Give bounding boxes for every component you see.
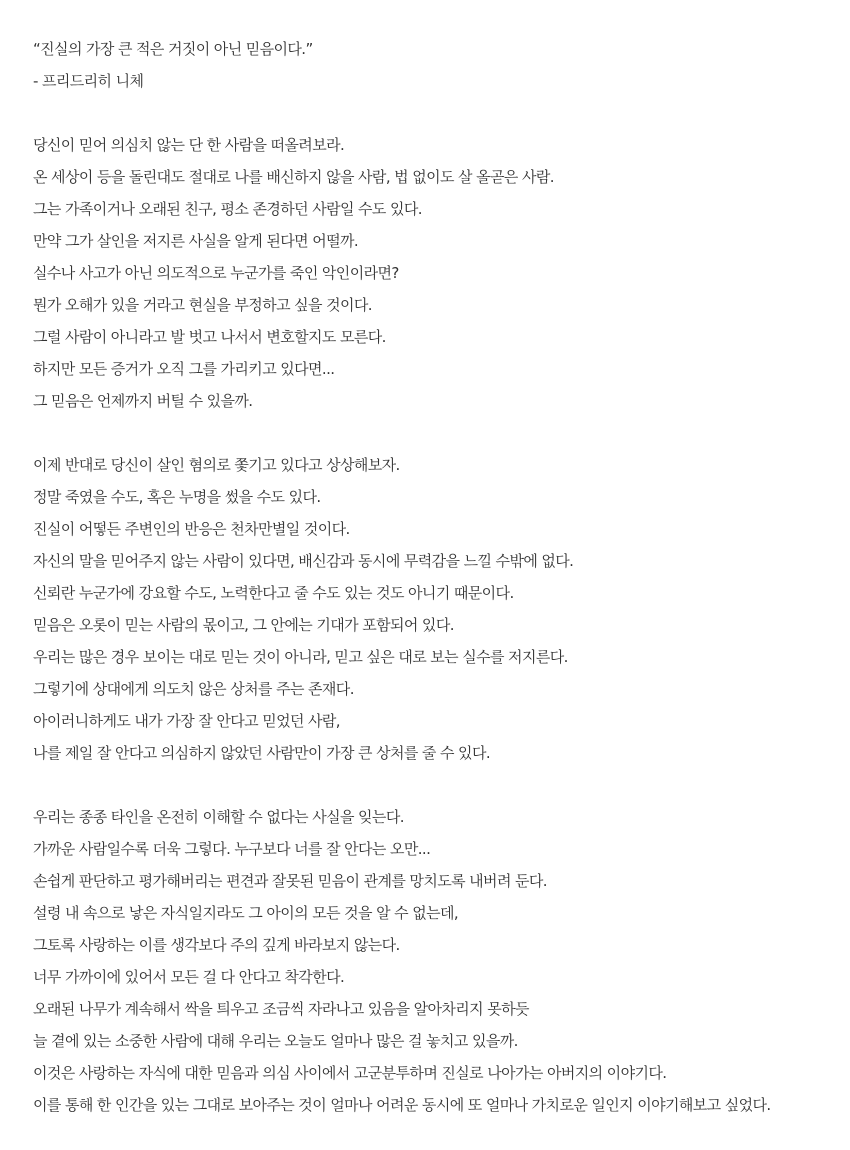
text-line: 이제 반대로 당신이 살인 혐의로 쫓기고 있다고 상상해보자.	[33, 456, 400, 474]
epigraph-author: - 프리드리히 니체	[33, 72, 144, 90]
text-line: 신뢰란 누군가에 강요할 수도, 노력한다고 줄 수도 있는 것도 아니기 때문이다.	[33, 584, 514, 602]
text-line: 뭔가 오해가 있을 거라고 현실을 부정하고 싶을 것이다.	[33, 296, 372, 314]
epigraph	[33, 33, 848, 97]
epigraph-quote: “진실의 가장 큰 적은 거짓이 아닌 믿음이다.”	[33, 40, 313, 58]
text-line: 그토록 사랑하는 이를 생각보다 주의 깊게 바라보지 않는다.	[33, 936, 400, 954]
text-line: 가까운 사람일수록 더욱 그렇다. 누구보다 너를 잘 안다는 오만...	[33, 840, 431, 858]
text-line: 그 믿음은 언제까지 버틸 수 있을까.	[33, 392, 253, 410]
text-line: 이를 통해 한 인간을 있는 그대로 보아주는 것이 얼마나 어려운 동시에 또 얼마나 가치로운 일인지 이야기해보고 싶었다.	[33, 1096, 771, 1114]
text-line: 정말 죽였을 수도, 혹은 누명을 썼을 수도 있다.	[33, 488, 321, 506]
text-line: 우리는 많은 경우 보이는 대로 믿는 것이 아니라, 믿고 싶은 대로 보는 실수를 저지른다.	[33, 648, 568, 666]
text-line: 온 세상이 등을 돌린대도 절대로 나를 배신하지 않을 사람, 법 없이도 살 올곧은 사람.	[33, 168, 554, 186]
text-line: 그럴 사람이 아니라고 발 벗고 나서서 변호할지도 모른다.	[33, 328, 386, 346]
text-line: 당신이 믿어 의심치 않는 단 한 사람을 떠올려보라.	[33, 136, 345, 154]
text-line: 진실이 어떻든 주변인의 반응은 천차만별일 것이다.	[33, 520, 350, 538]
text-line: 자신의 말을 믿어주지 않는 사람이 있다면, 배신감과 동시에 무력감을 느낄 수밖에 없다.	[33, 552, 574, 570]
text-line: 아이러니하게도 내가 가장 잘 안다고 믿었던 사람,	[33, 712, 340, 730]
text-line: 만약 그가 살인을 저지른 사실을 알게 된다면 어떨까.	[33, 232, 359, 250]
text-line: 그는 가족이거나 오래된 친구, 평소 존경하던 사람일 수도 있다.	[33, 200, 422, 218]
text-line: 그렇기에 상대에게 의도치 않은 상처를 주는 존재다.	[33, 680, 354, 698]
text-line: 믿음은 오롯이 믿는 사람의 몫이고, 그 안에는 기대가 포함되어 있다.	[33, 616, 454, 634]
text-line: 우리는 종종 타인을 온전히 이해할 수 없다는 사실을 잊는다.	[33, 808, 404, 826]
text-line: 실수나 사고가 아닌 의도적으로 누군가를 죽인 악인이라면?	[33, 264, 399, 282]
paragraph-3	[33, 801, 848, 1121]
article-body	[33, 33, 848, 1121]
paragraph-2	[33, 449, 848, 769]
text-line: 너무 가까이에 있어서 모든 걸 다 안다고 착각한다.	[33, 968, 345, 986]
text-line: 하지만 모든 증거가 오직 그를 가리키고 있다면...	[33, 360, 335, 378]
text-line: 손쉽게 판단하고 평가해버리는 편견과 잘못된 믿음이 관계를 망치도록 내버려 둔다.	[33, 872, 547, 890]
text-line: 이것은 사랑하는 자식에 대한 믿음과 의심 사이에서 고군분투하며 진실로 나아가는 아버지의 이야기다.	[33, 1064, 667, 1082]
text-line: 설령 내 속으로 낳은 자식일지라도 그 아이의 모든 것을 알 수 없는데,	[33, 904, 459, 922]
text-line: 오래된 나무가 계속해서 싹을 틔우고 조금씩 자라나고 있음을 알아차리지 못하듯	[33, 1000, 529, 1018]
text-line: 늘 곁에 있는 소중한 사람에 대해 우리는 오늘도 얼마나 많은 걸 놓치고 있을까.	[33, 1032, 518, 1050]
text-line: 나를 제일 잘 안다고 의심하지 않았던 사람만이 가장 큰 상처를 줄 수 있다.	[33, 744, 490, 762]
paragraph-1	[33, 129, 848, 417]
